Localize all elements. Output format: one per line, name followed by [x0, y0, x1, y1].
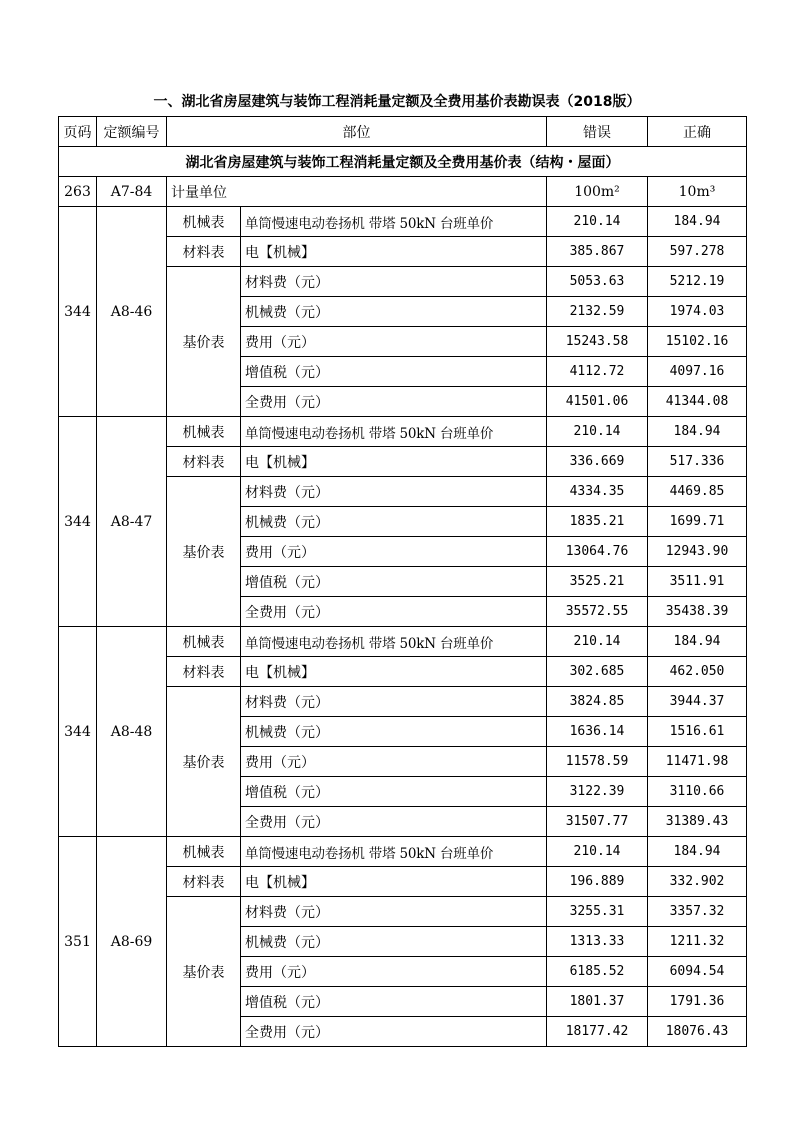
part-cell: 增值税（元）	[241, 357, 547, 387]
part-cell: 机械费（元）	[241, 507, 547, 537]
right-cell: 3110.66	[648, 777, 747, 807]
part-cell: 增值税（元）	[241, 567, 547, 597]
right-cell: 184.94	[648, 837, 747, 867]
part-cell: 单筒慢速电动卷扬机 带塔 50kN 台班单价	[241, 207, 547, 237]
right-cell: 18076.43	[648, 1017, 747, 1047]
right-cell: 332.902	[648, 867, 747, 897]
right-cell: 184.94	[648, 417, 747, 447]
right-cell: 6094.54	[648, 957, 747, 987]
right-cell: 1699.71	[648, 507, 747, 537]
page-cell: 344	[59, 207, 97, 417]
wrong-cell: 385.867	[547, 237, 648, 267]
wrong-cell: 100m²	[547, 177, 648, 207]
code-cell: A8-47	[97, 417, 167, 627]
wrong-cell: 3525.21	[547, 567, 648, 597]
part-cell: 电【机械】	[241, 447, 547, 477]
wrong-cell: 2132.59	[547, 297, 648, 327]
category-cell: 基价表	[167, 477, 241, 627]
wrong-cell: 35572.55	[547, 597, 648, 627]
page-cell: 351	[59, 837, 97, 1047]
category-cell: 材料表	[167, 867, 241, 897]
right-cell: 1211.32	[648, 927, 747, 957]
table-row	[59, 207, 747, 237]
wrong-cell: 210.14	[547, 417, 648, 447]
part-cell: 材料费（元）	[241, 897, 547, 927]
right-cell: 4469.85	[648, 477, 747, 507]
section-row	[59, 147, 747, 177]
table-row	[59, 417, 747, 447]
wrong-cell: 4112.72	[547, 357, 648, 387]
errata-table	[58, 116, 747, 1047]
part-cell: 增值税（元）	[241, 777, 547, 807]
code-cell: A8-48	[97, 627, 167, 837]
category-cell: 机械表	[167, 207, 241, 237]
page-title: 一、湖北省房屋建筑与装饰工程消耗量定额及全费用基价表勘误表（2018版）	[153, 94, 641, 110]
category-cell: 材料表	[167, 657, 241, 687]
header-row	[59, 117, 747, 147]
part-cell: 费用（元）	[241, 957, 547, 987]
part-cell: 材料费（元）	[241, 267, 547, 297]
category-cell: 机械表	[167, 837, 241, 867]
part-cell: 全费用（元）	[241, 597, 547, 627]
part-cell: 电【机械】	[241, 657, 547, 687]
part-cell: 费用（元）	[241, 537, 547, 567]
code-cell: A7-84	[97, 177, 167, 207]
wrong-cell: 41501.06	[547, 387, 648, 417]
right-cell: 517.336	[648, 447, 747, 477]
header-code: 定额编号	[97, 117, 167, 147]
wrong-cell: 196.889	[547, 867, 648, 897]
category-cell: 材料表	[167, 237, 241, 267]
right-cell: 184.94	[648, 627, 747, 657]
wrong-cell: 13064.76	[547, 537, 648, 567]
part-cell: 全费用（元）	[241, 807, 547, 837]
header-right: 正确	[648, 117, 747, 147]
right-cell: 184.94	[648, 207, 747, 237]
part-cell: 计量单位	[167, 177, 547, 207]
wrong-cell: 1636.14	[547, 717, 648, 747]
wrong-cell: 1313.33	[547, 927, 648, 957]
category-cell: 机械表	[167, 417, 241, 447]
wrong-cell: 6185.52	[547, 957, 648, 987]
part-cell: 材料费（元）	[241, 477, 547, 507]
right-cell: 4097.16	[648, 357, 747, 387]
part-cell: 机械费（元）	[241, 297, 547, 327]
right-cell: 5212.19	[648, 267, 747, 297]
part-cell: 电【机械】	[241, 237, 547, 267]
right-cell: 15102.16	[648, 327, 747, 357]
wrong-cell: 4334.35	[547, 477, 648, 507]
wrong-cell: 3824.85	[547, 687, 648, 717]
wrong-cell: 336.669	[547, 447, 648, 477]
part-cell: 电【机械】	[241, 867, 547, 897]
right-cell: 12943.90	[648, 537, 747, 567]
right-cell: 1791.36	[648, 987, 747, 1017]
part-cell: 增值税（元）	[241, 987, 547, 1017]
wrong-cell: 31507.77	[547, 807, 648, 837]
part-cell: 材料费（元）	[241, 687, 547, 717]
right-cell: 462.050	[648, 657, 747, 687]
page-cell: 263	[59, 177, 97, 207]
right-cell: 11471.98	[648, 747, 747, 777]
wrong-cell: 302.685	[547, 657, 648, 687]
header-wrong: 错误	[547, 117, 648, 147]
section-title: 湖北省房屋建筑与装饰工程消耗量定额及全费用基价表（结构・屋面）	[59, 147, 747, 177]
wrong-cell: 11578.59	[547, 747, 648, 777]
wrong-cell: 210.14	[547, 207, 648, 237]
right-cell: 597.278	[648, 237, 747, 267]
table-row	[59, 177, 747, 207]
wrong-cell: 210.14	[547, 837, 648, 867]
wrong-cell: 18177.42	[547, 1017, 648, 1047]
right-cell: 41344.08	[648, 387, 747, 417]
wrong-cell: 3122.39	[547, 777, 648, 807]
header-page: 页码	[59, 117, 97, 147]
right-cell: 3511.91	[648, 567, 747, 597]
part-cell: 机械费（元）	[241, 717, 547, 747]
right-cell: 3357.32	[648, 897, 747, 927]
wrong-cell: 1835.21	[547, 507, 648, 537]
wrong-cell: 5053.63	[547, 267, 648, 297]
part-cell: 费用（元）	[241, 747, 547, 777]
part-cell: 单筒慢速电动卷扬机 带塔 50kN 台班单价	[241, 417, 547, 447]
category-cell: 基价表	[167, 267, 241, 417]
table-row	[59, 627, 747, 657]
category-cell: 机械表	[167, 627, 241, 657]
wrong-cell: 1801.37	[547, 987, 648, 1017]
right-cell: 1516.61	[648, 717, 747, 747]
right-cell: 3944.37	[648, 687, 747, 717]
page-cell: 344	[59, 417, 97, 627]
header-part: 部位	[167, 117, 547, 147]
part-cell: 单筒慢速电动卷扬机 带塔 50kN 台班单价	[241, 627, 547, 657]
code-cell: A8-46	[97, 207, 167, 417]
table-row	[59, 837, 747, 867]
part-cell: 全费用（元）	[241, 387, 547, 417]
code-cell: A8-69	[97, 837, 167, 1047]
wrong-cell: 210.14	[547, 627, 648, 657]
right-cell: 10m³	[648, 177, 747, 207]
right-cell: 31389.43	[648, 807, 747, 837]
right-cell: 35438.39	[648, 597, 747, 627]
part-cell: 费用（元）	[241, 327, 547, 357]
right-cell: 1974.03	[648, 297, 747, 327]
category-cell: 基价表	[167, 897, 241, 1047]
wrong-cell: 15243.58	[547, 327, 648, 357]
category-cell: 基价表	[167, 687, 241, 837]
wrong-cell: 3255.31	[547, 897, 648, 927]
category-cell: 材料表	[167, 447, 241, 477]
part-cell: 全费用（元）	[241, 1017, 547, 1047]
part-cell: 机械费（元）	[241, 927, 547, 957]
page-cell: 344	[59, 627, 97, 837]
part-cell: 单筒慢速电动卷扬机 带塔 50kN 台班单价	[241, 837, 547, 867]
